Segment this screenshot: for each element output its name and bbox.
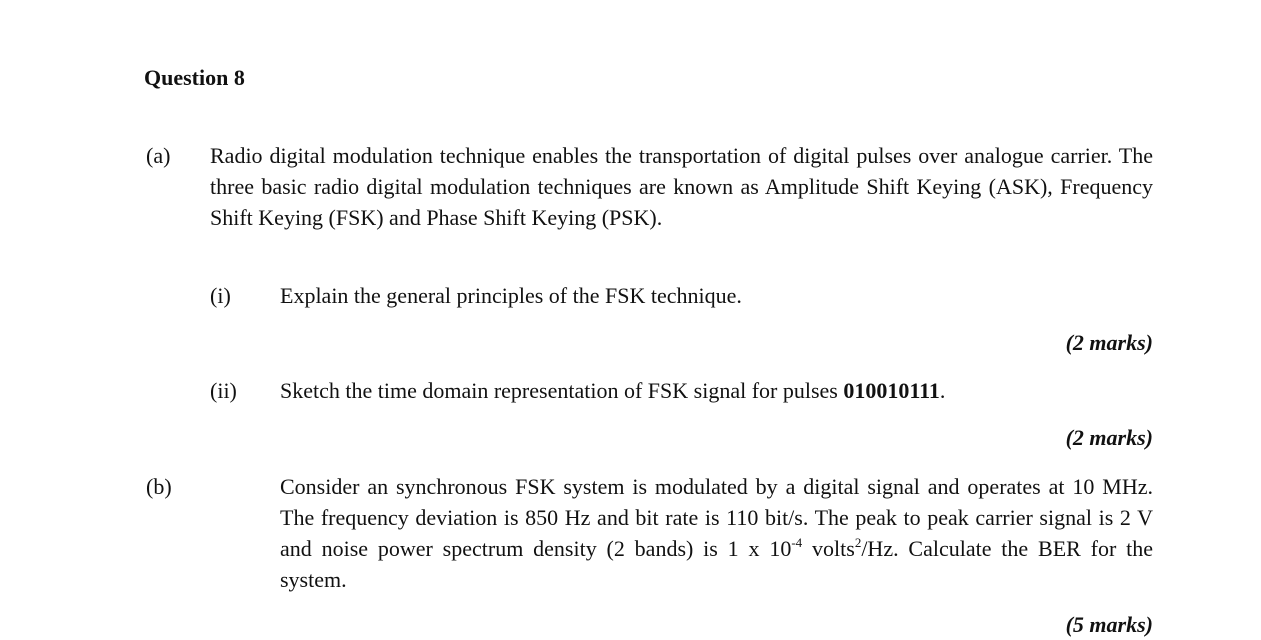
question-title: Question 8: [144, 65, 245, 90]
pulse-sequence: 010010111: [843, 378, 940, 403]
part-b-text-3: /Hz. Calculate the BER for the system.: [280, 536, 1153, 592]
part-b-label: (b): [146, 474, 172, 499]
part-a-ii-text-before: Sketch the time domain representation of FSK signal for pulses: [280, 378, 844, 403]
part-b-marks: (5 marks): [1065, 612, 1153, 637]
part-a-label: (a): [146, 143, 171, 168]
part-a-i-label: (i): [210, 283, 231, 308]
part-a-text: Radio digital modulation technique enables the transportation of digital pulses over analogue carrier. The three basic radio digital modulation techniques are known as Amplitude Shift Keying (ASK), Frequency Shift Keying (FSK) and Phase Shift Keying (PSK).: [210, 143, 1153, 230]
part-b-text-1: Consider an synchronous FSK system is modulated by a digital signal and operates at 10 MHz. The frequency deviation is 850 Hz and bit rate is 110 bit/s. The peak to peak carrier signal is 2 V and noise power spectrum density (2 bands) is 1 x 10: [280, 474, 1153, 561]
part-a-ii-text-after: .: [939, 378, 946, 403]
part-a-i-marks: (2 marks): [1065, 330, 1153, 355]
part-a-ii-label: (ii): [210, 378, 237, 403]
part-a-i-text: Explain the general principles of the FSK technique.: [280, 283, 742, 308]
exponent-volts: 2: [854, 534, 862, 550]
part-b-text-2: volts: [802, 536, 855, 561]
part-b-text: [280, 471, 1153, 595]
part-a-ii-text: [280, 375, 1153, 406]
part-a-ii-marks: (2 marks): [1065, 425, 1153, 450]
exponent-noise: -4: [791, 534, 803, 550]
